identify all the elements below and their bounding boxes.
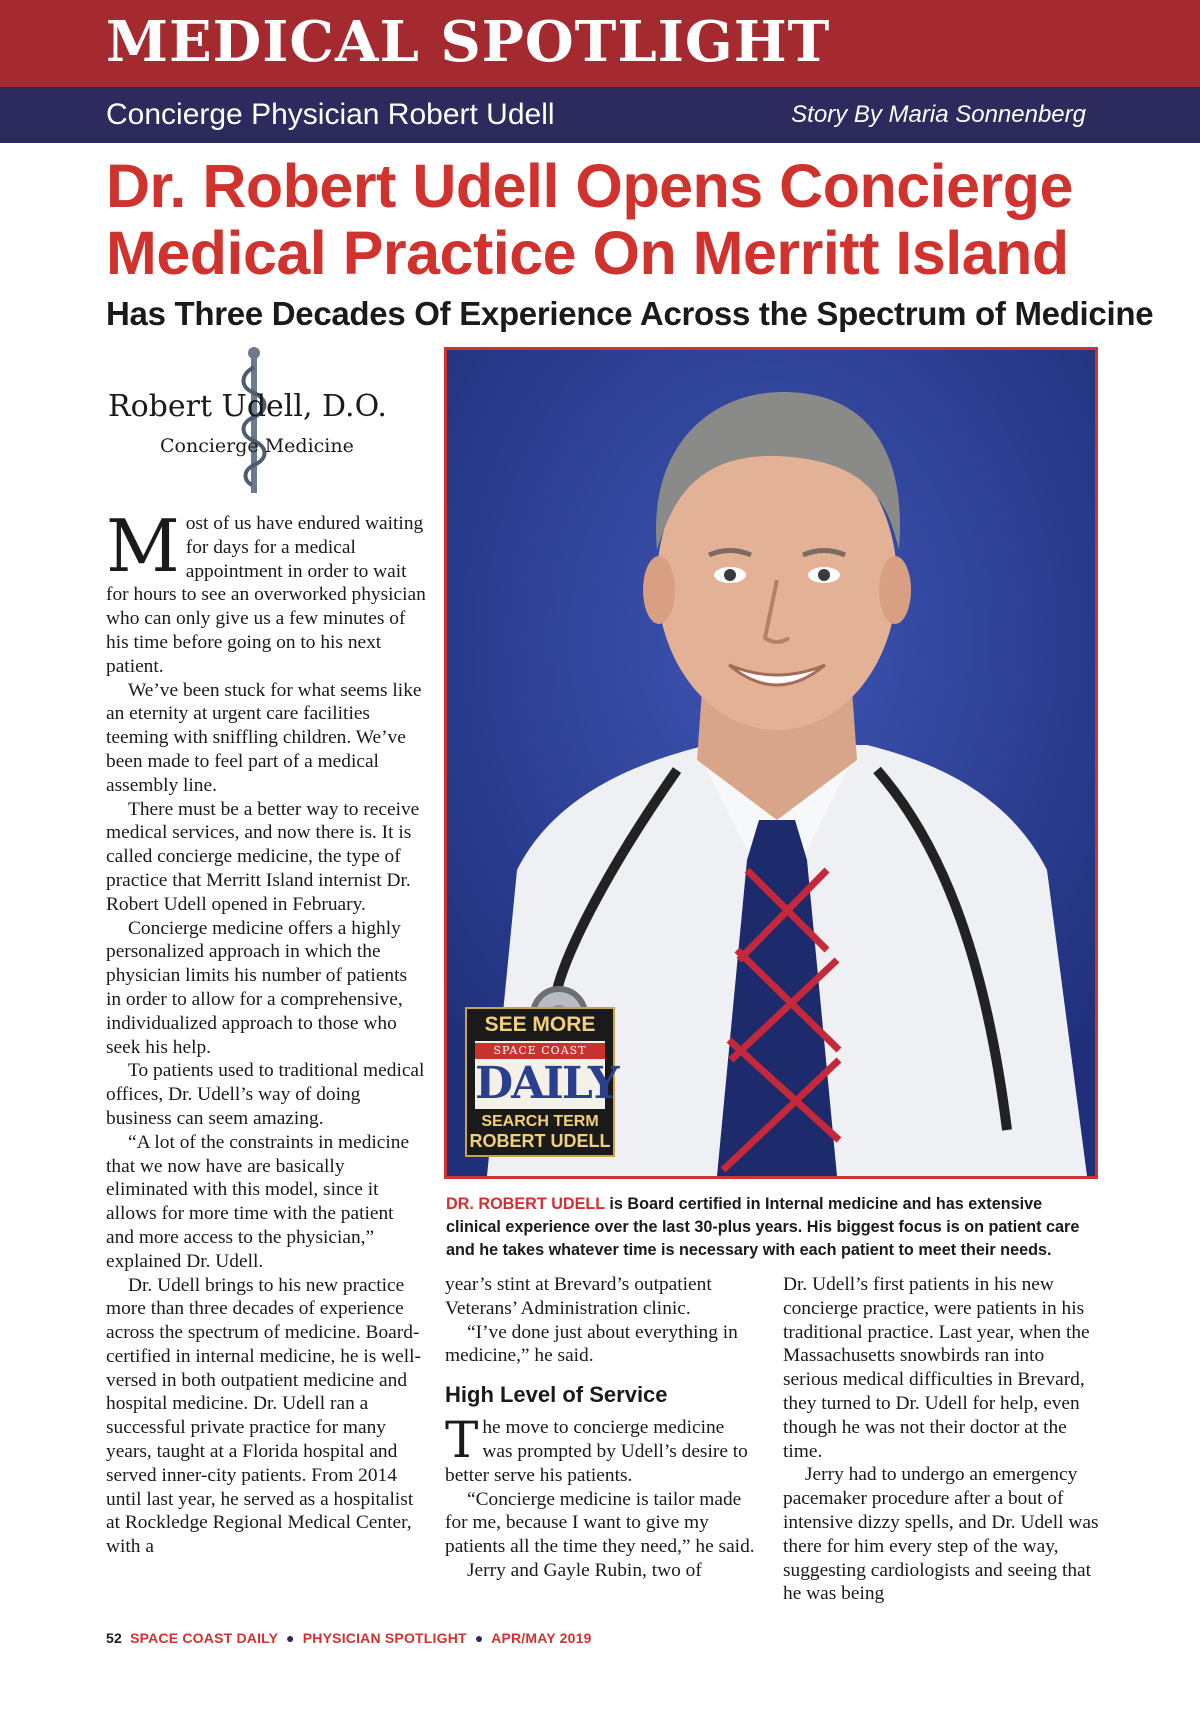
logo-brand-main: DAILY <box>475 1058 618 1109</box>
paragraph-text: he move to concierge medicine was prompted by Udell’s desire to better serve his patients. <box>445 1417 748 1486</box>
drop-cap: T <box>445 1411 479 1470</box>
article-paragraph: Jerry had to undergo an emergency pacemaker procedure after a bout of intensive dizzy spells, and Dr. Udell was there for him every step of the way, suggesting cardiologists and seeing that he was being <box>783 1464 1099 1605</box>
article-paragraph <box>106 504 426 679</box>
article-paragraph: Jerry and Gayle Rubin, two of <box>467 1559 702 1581</box>
practice-tagline: Concierge Medicine <box>160 435 354 457</box>
article-paragraph: year’s stint at Brevard’s outpatient Veterans’ Administration clinic. <box>445 1274 712 1319</box>
deck: Has Three Decades Of Experience Across the Spectrum of Medicine <box>106 295 1154 332</box>
article-paragraph: Dr. Udell brings to his new practice more than three decades of experience across the spectrum of medicine. Board-certified in internal medicine, he is well-versed in both outpatient medicine and hospital medicine. Dr. Udell ran a successful private practice for many years, taught at a Florida hospital and served inner-city patients. From 2014 until last year, he served as a hospitalist at Rockledge Regional Medical Center, with a <box>106 1274 421 1558</box>
subject-banner <box>0 87 1200 143</box>
section-subhead: High Level of Service <box>445 1382 668 1408</box>
footer-issue: APR/MAY 2019 <box>491 1630 592 1646</box>
promo-see-more: SEE MORE <box>484 1013 596 1036</box>
article-paragraph: There must be a better way to receive medical services, and now there is. It is called concierge medicine, the type of practice that Merritt Island internist Dr. Robert Udell opened in February. <box>106 798 420 915</box>
headline: Dr. Robert Udell Opens Concierge Medical Practice On Merritt Island <box>106 152 1073 287</box>
section-banner <box>0 0 1200 87</box>
practice-logo <box>106 345 436 495</box>
article-column-2 <box>445 1273 755 1583</box>
article-column-3 <box>783 1273 1103 1606</box>
article-paragraph: “I’ve done just about everything in medicine,” he said. <box>445 1321 738 1367</box>
subject-title: Concierge Physician Robert Udell <box>106 98 555 131</box>
page-number: 52 <box>106 1630 122 1646</box>
article-paragraph: Dr. Udell’s first patients in his new concierge practice, were patients in his traditional practice. Last year, when the Massachusetts snowbirds ran into serious medical difficulties in Brevard, they turned to Dr. Udell for help, even though he was not their doctor at the time. <box>783 1274 1090 1462</box>
logo-brand-top: SPACE COAST <box>475 1043 605 1059</box>
practice-name: Robert Udell, D.O. <box>108 389 387 424</box>
footer-separator: ● <box>474 1630 484 1646</box>
footer-section: PHYSICIAN SPOTLIGHT <box>302 1630 467 1646</box>
footer-publication: SPACE COAST DAILY <box>130 1630 278 1646</box>
drop-cap: M <box>106 504 180 588</box>
article-paragraph: We’ve been stuck for what seems like an eternity at urgent care facilities teeming with sniffling children. We’ve been made to feel part of a medical assembly line. <box>106 679 422 796</box>
page-footer <box>106 1630 592 1646</box>
promo-search-term: ROBERT UDELL <box>469 1131 611 1151</box>
article-column-1 <box>106 504 426 1559</box>
byline: Story By Maria Sonnenberg <box>791 101 1086 128</box>
article-paragraph: Concierge medicine offers a highly personalized approach in which the physician limits his number of patients in order to allow for a comprehensive, individualized approach to those who seek his help. <box>106 917 408 1058</box>
promo-search-term-label: SEARCH TERM <box>481 1113 599 1130</box>
article-paragraph: To patients used to traditional medical offices, Dr. Udell’s way of doing business can seem amazing. <box>106 1060 425 1129</box>
section-title: MEDICAL SPOTLIGHT <box>106 9 831 75</box>
article-paragraph: “Concierge medicine is tailor made for me, because I want to give my patients all the time they need,” he said. <box>445 1488 755 1558</box>
footer-separator: ● <box>286 1630 295 1646</box>
photo-caption <box>446 1193 1096 1262</box>
paragraph-text: ost of us have endured waiting for days for a medical appointment in order to wait for hours to see an overworked physician who can only give us a few minutes of his time before going on to his next patient. <box>106 513 426 677</box>
article-paragraph <box>445 1411 755 1487</box>
caption-name: DR. ROBERT UDELL <box>446 1195 605 1213</box>
article-paragraph: “A lot of the constraints in medicine that we now have are basically eliminated with this model, since it allows for more time with the patient and more access to the physician,” explained Dr. Udell. <box>106 1131 410 1272</box>
see-more-promo[interactable] <box>465 1007 618 1157</box>
space-coast-daily-logo <box>475 1041 618 1109</box>
caption-text: is Board certified in Internal medicine and has extensive clinical experience over the last 30-plus years. His biggest focus is on patient care and he takes whatever time is necessary with each patient to meet their needs. <box>446 1195 1080 1259</box>
